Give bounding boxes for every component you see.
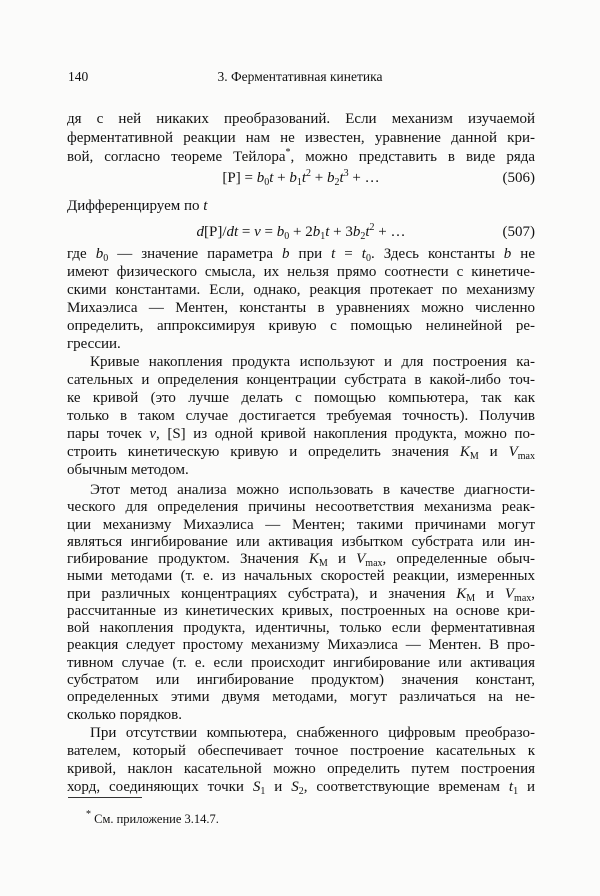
- text-line: [67, 263, 535, 281]
- math-symbol: t: [301, 170, 306, 186]
- text-segment: Этот метод анализа можно использовать в качестве диагности-: [90, 482, 535, 498]
- text-segment: Дифференцируем по: [67, 198, 204, 214]
- math-symbol: t: [365, 224, 370, 240]
- text-segment: тивном случае (т. е. если происходит ингибирование или активация: [67, 655, 535, 671]
- text-line: [67, 550, 535, 568]
- math-symbol: b: [326, 170, 335, 186]
- text-line: [67, 481, 535, 499]
- math-symbol: b: [352, 224, 361, 240]
- text-segment: ными методами (т. е. из начальных скоростей реакции, измеренных: [67, 568, 535, 584]
- page-number: 140: [68, 69, 89, 84]
- text-segment: . Здесь константы: [370, 246, 504, 262]
- footnote: [86, 810, 219, 828]
- text-segment: определенных этими двумя методами, могут различаться на не-: [67, 689, 535, 705]
- math-symbol: V: [356, 551, 366, 567]
- text-line: [67, 353, 535, 371]
- text-line: [67, 371, 535, 389]
- math-symbol: V: [508, 444, 518, 460]
- math-symbol: 1: [320, 231, 326, 242]
- text-line: [67, 636, 535, 654]
- text-line: [67, 148, 535, 166]
- math-symbol: 0: [284, 231, 290, 242]
- math-symbol: t: [269, 170, 274, 186]
- text-line: [67, 197, 535, 215]
- text-segment: ческого для определения причины несоответствия механизма реак-: [67, 499, 535, 515]
- math-symbol: 2: [369, 222, 375, 233]
- text-segment: , [S] из одной кривой накопления продукта, можно по-: [156, 426, 535, 442]
- text-segment: и: [478, 444, 509, 460]
- text-segment: дя с ней никаких преобразований. Если механизм изучаемой: [67, 111, 535, 127]
- math-symbol: 2: [306, 168, 311, 179]
- text-segment: только в таком случае достигается требуемая точность). Получив: [67, 408, 535, 424]
- text-segment: строить кинетическую кривую и определить значения: [67, 444, 460, 460]
- text-segment: ции механизму Михаэлиса — Ментен; такими причинами могут: [67, 517, 535, 533]
- text-line: [67, 585, 535, 603]
- text-line: [67, 245, 535, 263]
- text-line: [67, 443, 535, 461]
- text-line: [67, 778, 535, 796]
- text-segment: сколько порядков.: [67, 707, 183, 723]
- text-segment: — значение параметра: [108, 246, 283, 262]
- text-line: [67, 706, 535, 724]
- text-segment: и: [518, 779, 535, 795]
- math-symbol: max: [514, 593, 532, 604]
- math-symbol: t: [339, 170, 344, 186]
- math-symbol: K: [456, 586, 467, 602]
- text-segment: + …: [374, 224, 406, 240]
- math-symbol: b: [256, 170, 265, 186]
- text-segment: обычным методом.: [67, 462, 189, 478]
- text-line: [67, 760, 535, 778]
- math-symbol: K: [308, 551, 319, 567]
- footnote-text: См. приложение 3.14.7.: [91, 812, 219, 826]
- math-symbol: V: [504, 586, 515, 602]
- text-segment: имеют физического смысла, их нельзя прямо соотнести с кинетиче-: [67, 264, 535, 280]
- text-segment: =: [260, 224, 277, 240]
- text-segment: вателем, который обеспечивает точное построение касательных к: [67, 743, 535, 759]
- math-symbol: b: [312, 224, 321, 240]
- text-segment: +: [273, 170, 290, 186]
- equation: [67, 169, 535, 187]
- text-segment: вой накопления продукта, идентичны, только если ферментативная: [67, 620, 535, 636]
- math-symbol: b: [282, 246, 290, 262]
- text-segment: при различных концентрациях субстрата), и значения: [67, 586, 457, 602]
- text-segment: при: [289, 246, 332, 262]
- math-symbol: b: [289, 170, 297, 186]
- text-line: [67, 602, 535, 620]
- text-segment: Кривые накопления продукта используют и для построения ка-: [90, 354, 535, 370]
- text-segment: не: [511, 246, 535, 262]
- math-symbol: 2: [334, 177, 340, 188]
- text-segment: сательных и определения концентрации субстрата в какой-либо точ-: [67, 372, 535, 388]
- math-symbol: 1: [513, 786, 519, 797]
- math-symbol: t: [203, 198, 208, 214]
- math-symbol: max: [365, 558, 383, 569]
- text-segment: + 2: [289, 224, 313, 240]
- text-line: [67, 110, 535, 128]
- text-line: [67, 619, 535, 637]
- text-line: [67, 498, 535, 516]
- text-line: [67, 299, 535, 317]
- text-segment: +: [311, 170, 327, 186]
- math-symbol: 1: [296, 177, 302, 188]
- text-segment: субстратом или ингибирование продуктом) значения констант,: [67, 672, 535, 688]
- math-symbol: t: [331, 246, 336, 262]
- text-segment: [P]/: [203, 224, 227, 240]
- text-segment: хорд, соединяющих точки: [67, 779, 253, 795]
- text-line: [67, 425, 535, 443]
- text-segment: рассчитанные из кинетических кривых, построенных на основе кри-: [67, 603, 535, 619]
- math-symbol: d: [196, 224, 204, 240]
- text-segment: и: [327, 551, 357, 567]
- equation-number: (506): [502, 170, 535, 186]
- math-symbol: t: [361, 246, 366, 262]
- text-segment: скими константами. Если, однако, реакция протекает по механизму: [67, 282, 535, 298]
- text-line: [67, 129, 535, 147]
- text-segment: ,: [531, 586, 536, 602]
- running-header: 3. Ферментативная кинетика: [217, 69, 383, 84]
- text-segment: грессии.: [67, 336, 121, 352]
- footnote-divider: [68, 797, 142, 798]
- text-segment: =: [238, 224, 255, 240]
- text-segment: и: [265, 779, 292, 795]
- text-segment: ферментативной реакции нам не известен, уравнение данной кри-: [67, 130, 535, 146]
- equation-number: (507): [502, 224, 535, 240]
- text-line: [67, 654, 535, 672]
- math-symbol: v: [254, 224, 261, 240]
- math-symbol: max: [517, 451, 535, 462]
- math-symbol: S: [291, 779, 299, 795]
- text-line: [67, 742, 535, 760]
- math-symbol: K: [459, 444, 470, 460]
- text-segment: ке кривой (это лучше делать с помощью компьютера, так как: [67, 390, 535, 406]
- text-segment: являться ингибирование или активация избытком субстрата или ин-: [67, 534, 535, 550]
- text-line: [67, 724, 535, 742]
- math-symbol: M: [469, 451, 479, 462]
- math-symbol: 0: [264, 177, 270, 188]
- math-symbol: 0: [103, 253, 109, 264]
- text-segment: реакция следует простому механизму Михаэлиса — Ментен. В про-: [67, 637, 535, 653]
- text-line: [67, 317, 535, 335]
- math-symbol: S: [252, 779, 261, 795]
- text-line: [67, 407, 535, 425]
- text-segment: пары точек: [67, 426, 150, 442]
- math-symbol: dt: [226, 224, 239, 240]
- text-segment: [P] =: [222, 170, 257, 186]
- math-symbol: v: [149, 426, 157, 442]
- text-segment: , определенные обыч-: [382, 551, 535, 567]
- text-segment: + 3: [329, 224, 353, 240]
- text-segment: , соответствующие временам: [303, 779, 509, 795]
- text-segment: , можно представить в виде ряда: [290, 149, 536, 165]
- math-symbol: M: [466, 593, 476, 604]
- text-line: [67, 389, 535, 407]
- text-segment: определить, аппроксимируя кривую с помощью нелинейной ре-: [67, 318, 535, 334]
- math-symbol: 3: [343, 168, 349, 179]
- math-symbol: 2: [360, 231, 366, 242]
- text-segment: =: [335, 246, 362, 262]
- text-segment: кривой, наклон касательной можно определить путем построения: [67, 761, 535, 777]
- math-symbol: b: [276, 224, 285, 240]
- text-line: [67, 567, 535, 585]
- text-segment: + …: [348, 170, 380, 186]
- math-symbol: 1: [260, 786, 266, 797]
- text-segment: Михаэлиса — Ментен, константы в уравнениях можно численно: [67, 300, 535, 316]
- text-line: [67, 461, 535, 479]
- math-symbol: 0: [365, 253, 371, 264]
- text-line: [67, 516, 535, 534]
- math-symbol: M: [318, 558, 328, 569]
- math-symbol: t: [325, 224, 330, 240]
- text-segment: При отсутствии компьютера, снабженного цифровым преобразо-: [90, 725, 535, 741]
- text-segment: вой, согласно теореме Тейлора: [67, 149, 286, 165]
- text-segment: и: [475, 586, 505, 602]
- text-line: [67, 281, 535, 299]
- equation: [67, 223, 535, 241]
- math-symbol: t: [508, 779, 514, 795]
- text-line: [67, 533, 535, 551]
- text-line: [67, 671, 535, 689]
- text-line: [67, 335, 535, 353]
- text-segment: где: [67, 246, 96, 262]
- text-line: [67, 688, 535, 706]
- math-symbol: b: [95, 246, 104, 262]
- math-symbol: 2: [298, 786, 304, 797]
- math-symbol: b: [503, 246, 512, 262]
- text-segment: гибирование продуктом. Значения: [67, 551, 309, 567]
- footnote-mark: *: [86, 809, 91, 820]
- math-symbol: *: [285, 147, 291, 158]
